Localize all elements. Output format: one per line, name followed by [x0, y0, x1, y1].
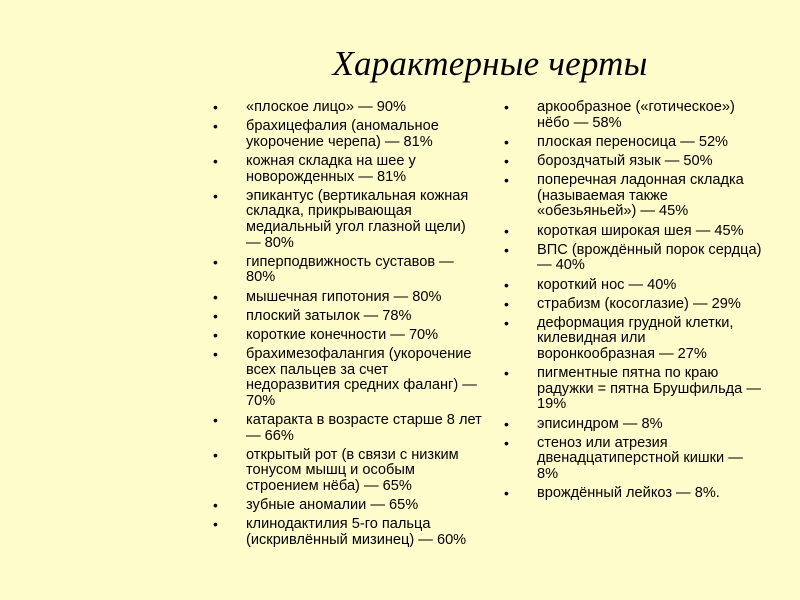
list-item-text: зубные аномалии — 65%	[246, 497, 419, 514]
list-item	[503, 173, 765, 220]
left-bullet-list	[212, 100, 484, 552]
list-item-text: поперечная ладонная складка (называемая также «обезьяньей») — 45%	[537, 172, 744, 220]
bullet-icon: •	[504, 314, 509, 331]
list-item-text: мышечная гипотония — 80%	[246, 288, 442, 305]
bullet-icon: •	[504, 222, 509, 239]
list-item	[503, 243, 765, 274]
bullet-icon: •	[213, 187, 218, 204]
bullet-icon: •	[213, 516, 218, 533]
list-item	[212, 413, 484, 444]
bullet-icon: •	[504, 485, 509, 502]
bullet-icon: •	[213, 412, 218, 429]
list-item	[503, 486, 765, 502]
list-item-text: ВПС (врождённый порок сердца) — 40%	[537, 241, 762, 274]
list-item-text: кожная складка на шее у новорожденных — 81%	[246, 152, 416, 185]
list-item-text: короткие конечности — 70%	[246, 326, 439, 343]
list-item	[212, 189, 484, 251]
list-item	[503, 297, 765, 313]
list-item-text: клинодактилия 5-го пальца (искривлённый мизинец) — 60%	[246, 516, 467, 548]
list-item-text: бороздчатый язык — 50%	[537, 152, 713, 169]
list-item	[212, 100, 484, 116]
list-item	[503, 278, 765, 294]
bullet-icon: •	[504, 241, 509, 258]
list-item	[212, 498, 484, 514]
list-item-text: пигментные пятна по краю радужки = пятна Брушфильда — 19%	[537, 365, 761, 413]
list-item-text: плоский затылок — 78%	[246, 307, 412, 324]
list-item-text: эписиндром — 8%	[537, 415, 663, 432]
list-item	[503, 154, 765, 170]
list-item	[212, 255, 484, 286]
bullet-icon: •	[504, 434, 509, 451]
list-item	[212, 347, 484, 409]
bullet-icon: •	[213, 497, 218, 514]
bullet-icon: •	[504, 152, 509, 169]
bullet-icon: •	[213, 326, 218, 343]
list-item-text: стеноз или атрезия двенадцатиперстной кишки — 8%	[537, 434, 743, 482]
list-item-text: брахицефалия (аномальное укорочение черепа) — 81%	[246, 118, 439, 150]
bullet-icon: •	[504, 133, 509, 150]
list-item	[503, 135, 765, 151]
list-item-text: эпикантус (вертикальная кожная складка, прикрывающая медиальный угол глазной щели) — 80%	[246, 187, 469, 251]
list-item	[212, 119, 484, 150]
right-bullet-list	[503, 100, 765, 505]
bullet-icon: •	[504, 99, 509, 115]
list-item	[503, 224, 765, 240]
list-item	[212, 448, 484, 495]
list-item-text: катаракта в возрасте старше 8 лет — 66%	[246, 412, 482, 444]
bullet-icon: •	[213, 99, 218, 115]
list-item	[212, 290, 484, 306]
slide-title: Характерные черты	[332, 44, 648, 83]
bullet-icon: •	[213, 253, 218, 270]
bullet-icon: •	[213, 307, 218, 324]
list-item	[503, 366, 765, 413]
bullet-icon: •	[213, 118, 218, 135]
list-item-text: гиперподвижность суставов — 80%	[246, 253, 454, 286]
list-item-text: страбизм (косоглазие) — 29%	[537, 295, 741, 312]
list-item	[503, 417, 765, 433]
list-item	[503, 100, 765, 131]
bullet-icon: •	[213, 346, 218, 363]
list-item	[503, 436, 765, 483]
list-item-text: плоская переносица — 52%	[537, 133, 729, 150]
bullet-icon: •	[504, 295, 509, 312]
list-item-text: короткая широкая шея — 45%	[537, 222, 744, 239]
bullet-icon: •	[213, 288, 218, 305]
list-item-text: аркообразное («готическое») нёбо — 58%	[537, 99, 735, 131]
list-item	[503, 316, 765, 363]
list-item-text: брахимезофалангия (укорочение всех пальцев за счет недоразвития средних фаланг) — 70%	[246, 346, 477, 409]
list-item	[212, 309, 484, 325]
list-item-text: открытый рот (в связи с низким тонусом мышц и особым строением нёба) — 65%	[246, 446, 459, 494]
list-item-text: короткий нос — 40%	[537, 276, 677, 293]
bullet-icon: •	[504, 365, 509, 382]
list-item	[212, 154, 484, 185]
list-item-text: врождённый лейкоз — 8%.	[537, 485, 720, 502]
list-item-text: «плоское лицо» — 90%	[246, 99, 406, 115]
bullet-icon: •	[504, 276, 509, 293]
list-item	[212, 517, 484, 548]
list-item	[212, 328, 484, 344]
bullet-icon: •	[213, 152, 218, 169]
list-item-text: деформация грудной клетки, килевидная или воронкообразная — 27%	[537, 314, 734, 363]
bullet-icon: •	[213, 446, 218, 463]
bullet-icon: •	[504, 172, 509, 189]
bullet-icon: •	[504, 415, 509, 432]
